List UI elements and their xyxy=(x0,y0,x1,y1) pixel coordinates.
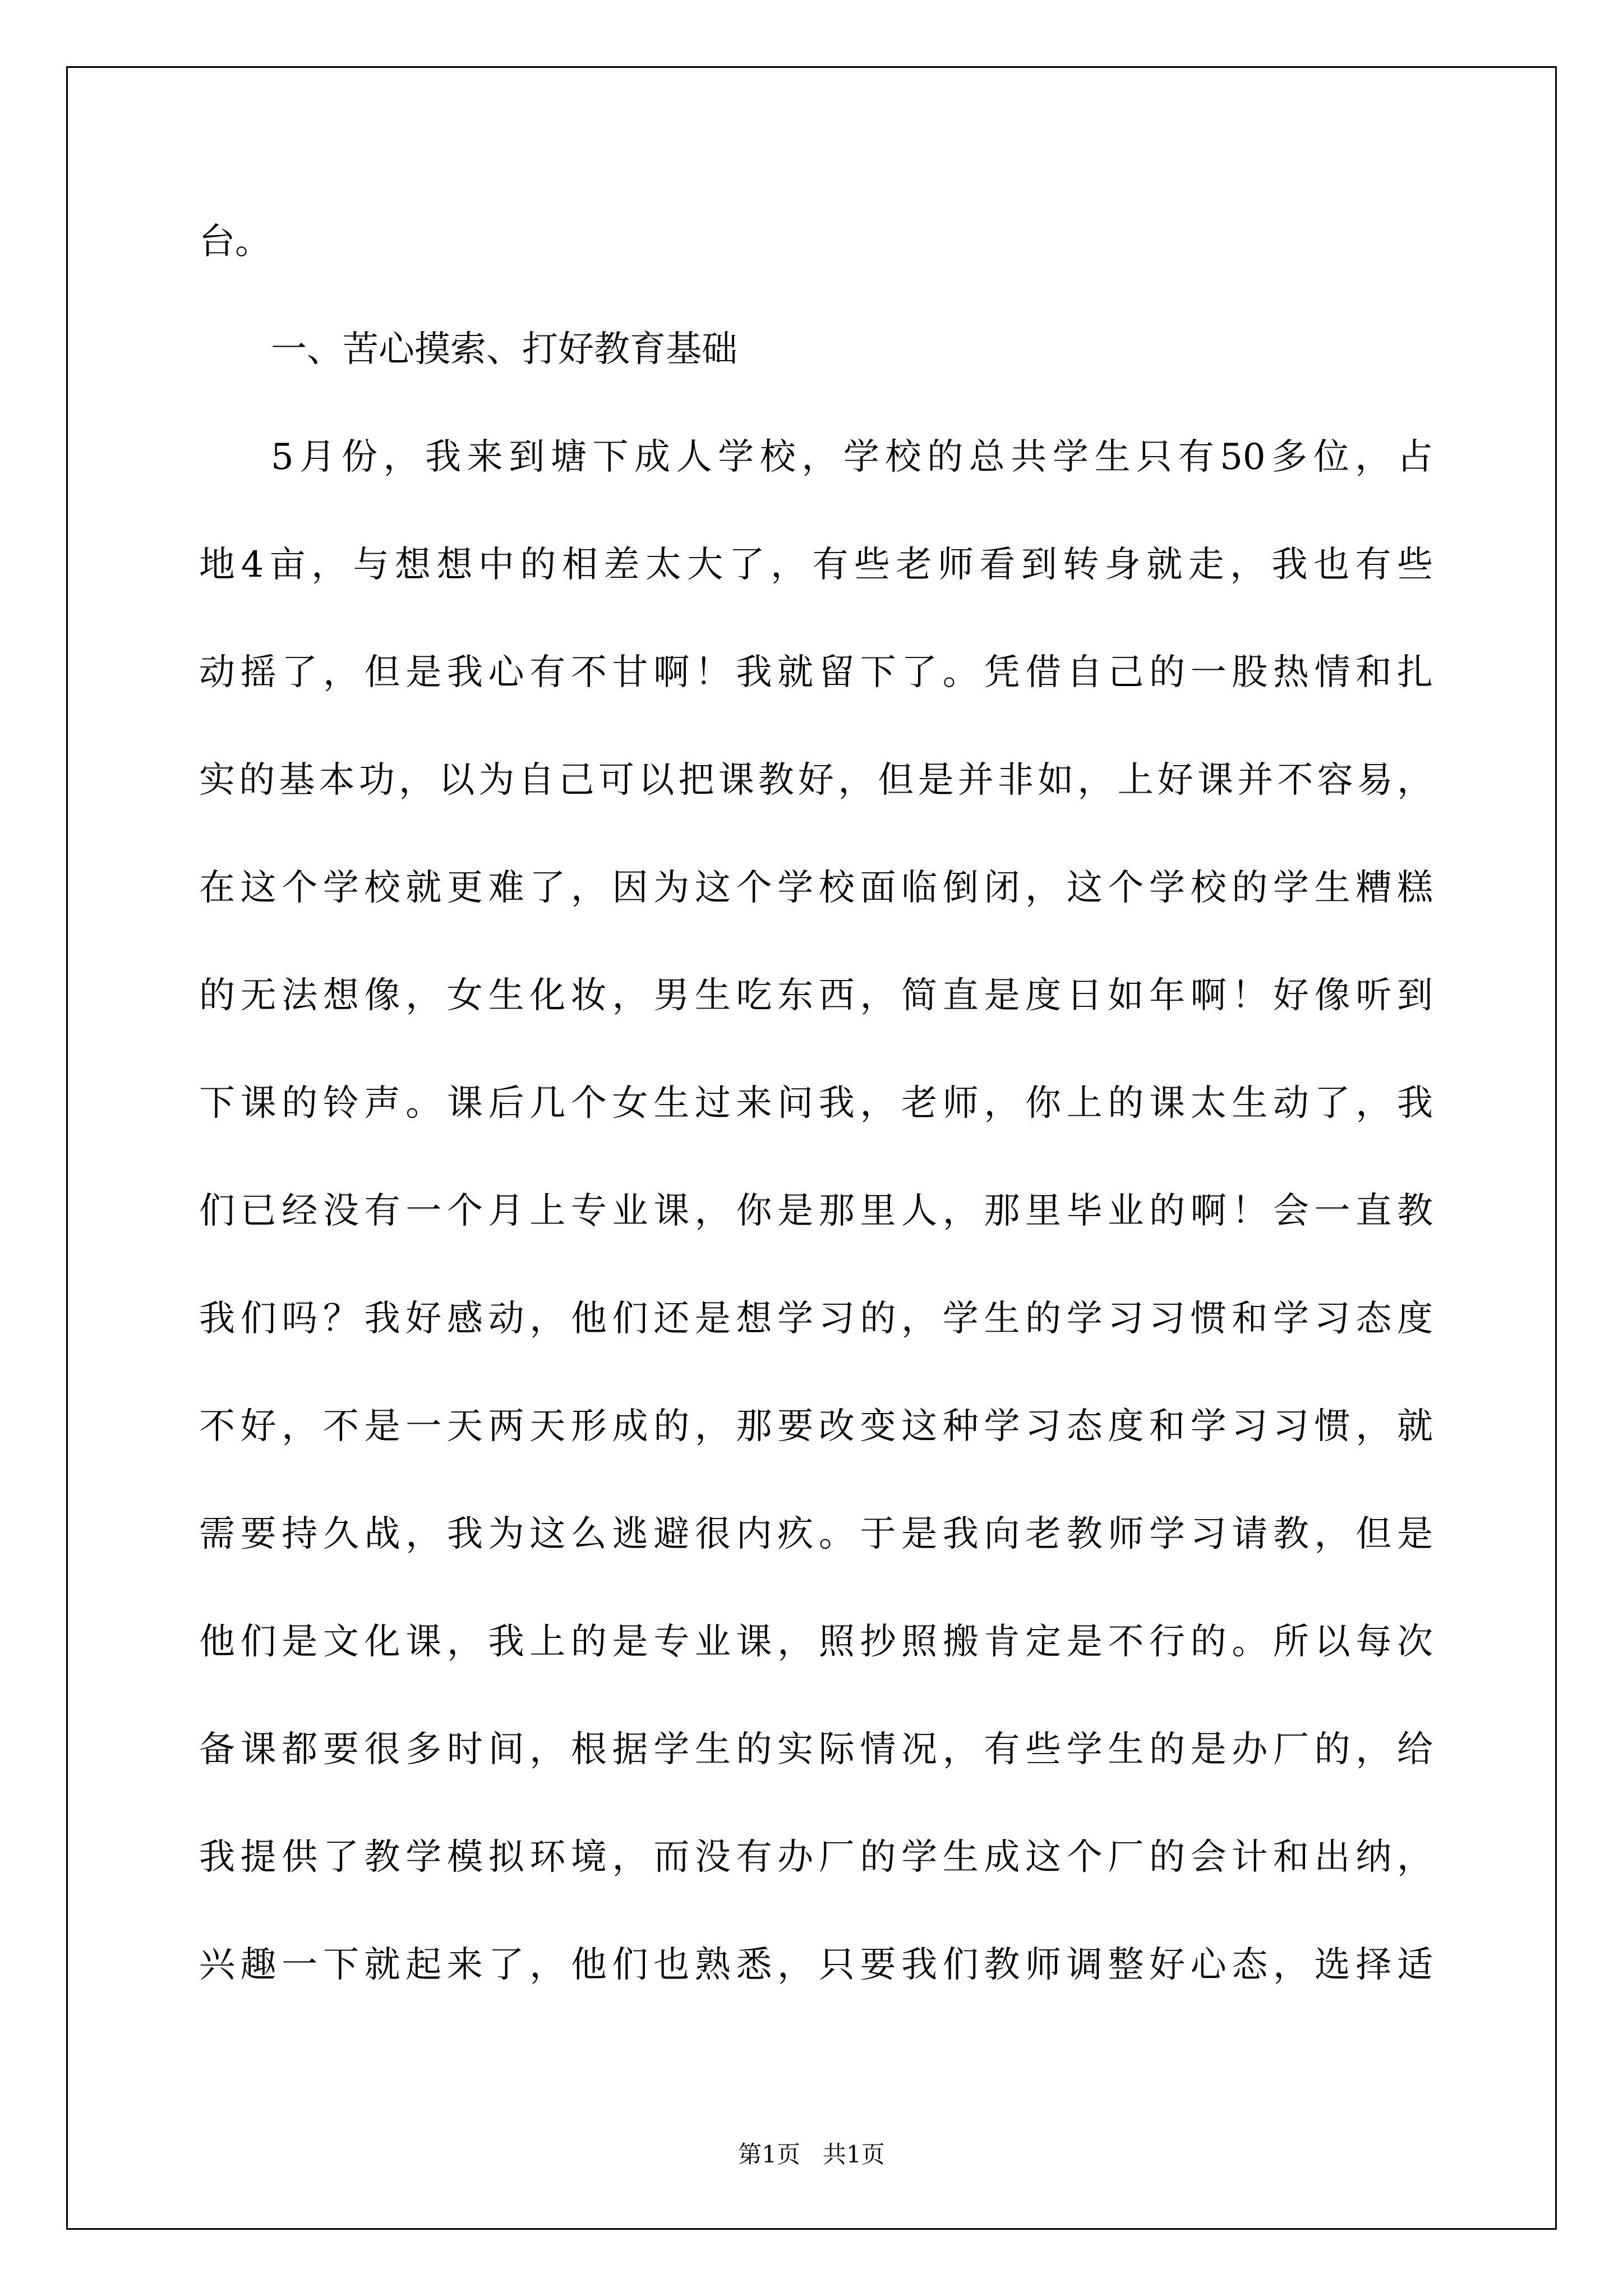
text-line: 实的基本功，以为自己可以把课教好，但是并非如，上好课并不容易， xyxy=(199,760,1433,801)
text-line: 我提供了教学模拟环境，而没有办厂的学生成这个厂的会计和出纳， xyxy=(199,1837,1433,1878)
text-line: 们已经没有一个月上专业课，你是那里人，那里毕业的啊！会一直教 xyxy=(199,1190,1433,1232)
text-line: 台。 xyxy=(199,221,271,263)
text-line: 下课的铃声。课后几个女生过来问我，老师，你上的课太生动了，我 xyxy=(199,1083,1433,1124)
document-body xyxy=(199,188,1433,2019)
text-line: 我们吗？我好感动，他们还是想学习的，学生的学习习惯和学习态度 xyxy=(199,1298,1433,1340)
section-heading: 一、苦心摸索、打好教育基础 xyxy=(271,329,737,370)
text-line: 备课都要很多时间，根据学生的实际情况，有些学生的是办厂的，给 xyxy=(199,1729,1433,1770)
text-line: 在这个学校就更难了，因为这个学校面临倒闭，这个学校的学生糟糕 xyxy=(199,867,1433,909)
text-line: 需要持久战，我为这么逃避很内疚。于是我向老教师学习请教，但是 xyxy=(199,1513,1433,1555)
text-line: 地4亩，与想想中的相差太大了，有些老师看到转身就走，我也有些 xyxy=(199,544,1433,586)
text-line: 5月份，我来到塘下成人学校，学校的总共学生只有50多位，占 xyxy=(271,436,1433,478)
text-line: 动摇了，但是我心有不甘啊！我就留下了。凭借自己的一股热情和扎 xyxy=(199,652,1433,693)
text-line: 他们是文化课，我上的是专业课，照抄照搬肯定是不行的。所以每次 xyxy=(199,1621,1433,1663)
text-line: 的无法想像，女生化妆，男生吃东西，简直是度日如年啊！好像听到 xyxy=(199,975,1433,1016)
page-footer: 第1页 共1页 xyxy=(738,2141,885,2168)
text-line: 不好，不是一天两天形成的，那要改变这种学习态度和学习习惯，就 xyxy=(199,1406,1433,1447)
text-line: 兴趣一下就起来了，他们也熟悉，只要我们教师调整好心态，选择适 xyxy=(199,1944,1433,1986)
